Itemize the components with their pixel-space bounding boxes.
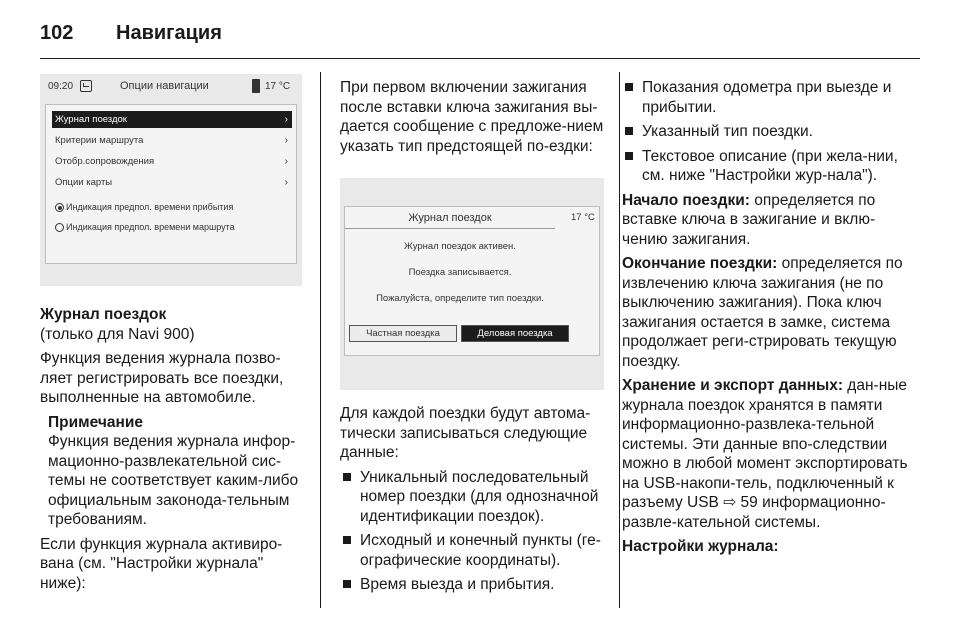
chevron-right-icon: › [284,177,288,188]
page-reference-arrow-icon: ⇨ [723,494,737,511]
radio-route-time [52,219,292,236]
chevron-right-icon: › [284,156,288,167]
bullet-square-icon [625,127,633,135]
radio-checked-icon [55,203,64,212]
list-item [622,147,918,186]
header-rule [40,58,920,59]
chevron-right-icon: › [284,114,288,125]
section-heading: Журнал поездок [40,306,167,323]
page-header-title: Навигация [116,22,222,44]
private-trip-button: Частная поездка [349,325,457,342]
menu-item-label: Журнал поездок [55,114,127,125]
paragraph: Для каждой поездки будут автома-тически записываться следующие данные: [340,405,591,461]
column-2-top [340,78,605,161]
list-item [622,122,918,142]
bullet-square-icon [625,83,633,91]
note-title: Примечание [48,413,143,431]
paragraph-trip-end [622,254,918,371]
paragraph-data-storage [622,376,918,532]
radio-unchecked-icon [55,223,64,232]
business-trip-button: Деловая поездка [461,325,569,342]
radio-arrival-time [52,199,292,216]
options-menu-panel [45,104,297,264]
dialog-title: Журнал поездок [345,207,555,229]
menu-item-route-criteria [52,132,292,149]
menu-item-label: Отобр.сопровождения [55,156,155,167]
note-text: Функция ведения журнала инфор-мационно-развлекательной сис-темы не соответствует каким-либо официальным законода-тельным требованиям. [48,433,299,528]
lead-text: 59 информационно-развле-кательной системы. [622,494,886,531]
lead-text: определяется по вставке ключа в зажигание и вклю-чению зажигания. [622,191,876,248]
list-item [340,468,605,527]
bullet-list [340,468,605,595]
column-1 [40,305,302,598]
list-item-text: Время выезда и прибытия. [360,576,555,593]
screen-temperature: 17 °C [265,81,291,92]
paragraph-trip-start [622,191,918,250]
list-item [340,575,605,595]
lead-term: Окончание поездки: [622,255,778,272]
menu-item-map-options [52,174,292,191]
paragraph: При первом включении зажигания после вставки ключа зажигания вы-дается сообщение с предложе-нием указать тип предстоящей по-ездки: [340,79,604,155]
page-number: 102 [40,22,74,44]
clock-icon [80,80,92,92]
lead-text: дан-ные журнала поездок хранятся в памяти информационно-развлека-тельной системы. Эти данные впо-следствии можно в любой момент экспортировать на USB-накопи-тель, подключенный к разъему USB [622,377,908,511]
trip-log-dialog-screenshot [340,178,604,390]
dialog-message-line: Журнал поездок активен. [404,241,516,252]
paragraph: Если функция журнала активиро-вана (см. "Настройки журнала" ниже): [40,535,283,592]
list-item [622,78,918,117]
radio-label: Индикация предпол. времени прибытия [66,202,234,212]
lead-term: Начало поездки: [622,191,750,209]
bullet-square-icon [343,473,351,481]
lead-term: Хранение и экспорт данных: [622,377,843,394]
menu-item-trip-log [52,111,292,128]
list-item-text: Уникальный последовательный номер поездки (для однозначной идентификации поездок). [360,468,599,525]
list-item-text: Текстовое описание (при жела-нии, см. ниже "Настройки жур-нала"). [642,147,898,184]
screen-temperature: 17 °C [571,212,595,223]
column-2-bottom [340,404,605,600]
list-item-text: Исходный и конечный пункты (ге-ографические координаты). [360,532,601,569]
column-divider-2 [619,72,620,608]
dialog-message-line: Пожалуйста, определите тип поездки. [376,293,544,304]
chevron-right-icon: › [284,135,288,146]
lead-text: определяется по извлечению ключа зажигания (не по выключению зажигания). Пока ключ зажигания остается в замке, система продолжает реги-стрировать текущую поездку. [622,255,903,370]
column-divider-1 [320,72,321,608]
dialog-message-line: Поездка записывается. [408,267,512,278]
screen-time: 09:20 [48,81,74,92]
screen-title: Опции навигации [120,80,209,92]
menu-item-label: Критерии маршрута [55,135,144,146]
list-item-text: Указанный тип поездки. [642,123,813,140]
radio-label: Индикация предпол. времени маршрута [66,222,235,232]
bullet-square-icon [343,580,351,588]
bullet-list [622,78,918,186]
settings-heading: Настройки журнала: [622,538,779,555]
phone-icon [252,79,260,93]
section-subheading: (только для Navi 900) [40,325,195,343]
column-3 [622,78,918,562]
note-block [48,413,302,530]
bullet-square-icon [625,152,633,160]
list-item [340,531,605,570]
paragraph: Функция ведения журнала позво-ляет регистрировать все поездки, выполненные на автомобиле. [40,350,284,406]
navigation-options-screenshot [40,74,302,286]
menu-item-label: Опции карты [55,177,113,188]
bullet-square-icon [343,536,351,544]
dialog-panel [344,206,600,356]
list-item-text: Показания одометра при выезде и прибытии. [642,79,892,116]
menu-item-guidance-display [52,153,292,170]
